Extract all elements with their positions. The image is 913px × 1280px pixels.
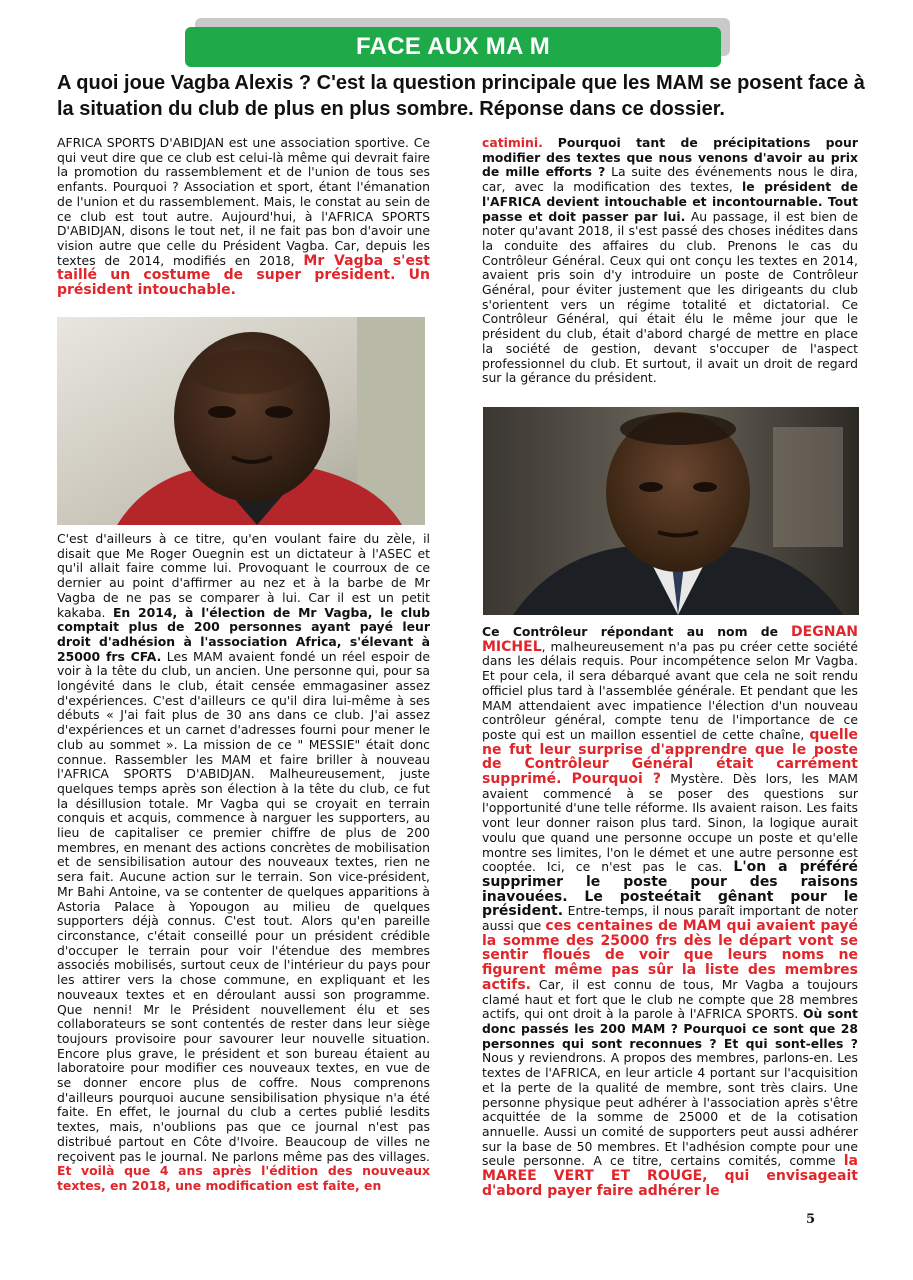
- controller-bold-e: L'on a préféré supprimer le poste pour des raisons inavouées. Le posteétait gênant pour le président.: [482, 859, 858, 920]
- right-text-c: La suite des événements nous le dira, car, avec la modification des textes,: [482, 164, 858, 195]
- right-bold-b: Pourquoi tant de précipitations pour modifier des textes que nous venons d'avoir au prix de mille efforts ?: [482, 135, 858, 180]
- members-text-j: Nous y reviendrons. A propos des membres, parlons-en. Les textes de l'AFRICA, en leur article 4 portant sur l'acquisition et la perte de la qualité de membre, sont très clairs. Une personne physique peut adhérer à l'association après s'être acquittée de la somme de 25000 et de la cotisation annuelle. Aussi un comité de supporters peut aussi adhérer sur la base de 50 membres. Et l'adhésion compte pour une seule personne. A ce titre, certains comités, comme: [482, 1050, 858, 1169]
- intro-text: AFRICA SPORTS D'ABIDJAN est une association sportive. Ce qui veut dire que ce club est celui-là même qui devrait faire la promotion du rassemblement et de l'union de tous ses enfants. Pourquoi ? Association et sport, étant l'émanation de l'union et du rassemblement. Mais, le constat au sein de ce club est tout autre. Aujourd'hui, à l'AFRICA SPORTS D'ABIDJAN, disons le tout net, il ne fait pas bon d'avoir une vision autre que celle du Président Vagba. Car, depuis les textes de 2014, modifiés en 2018,: [57, 135, 430, 268]
- intro-highlight: Mr Vagba s'est taillé un costume de super président. Un président intouchable.: [57, 252, 430, 299]
- controller-text-b: , malheureusement n'a pas pu créer cette société dans les délais requis. Pour incompétence selon Mr Vagba. Et pour cela, il sera débarqué avant que cela ne soit rendu officiel plus tard à l'assemblée générale. Et pendant que les MAM attendaient avec impatience l'élection d'un nouveau contrôleur général, compte tenu de l'importance de ce poste qui est un maillon essentiel de cette chaîne,: [482, 638, 858, 742]
- controller-highlight-c: quelle ne fut leur surprise d'apprendre que le poste de Contrôleur Général était carrément supprimé. Pourquoi ?: [482, 726, 858, 788]
- right-text-e: Au passage, il est bien de noter qu'avant 2018, il s'est passé des choses inédites dans la conduite des affaires du club. Prenons le cas du Contrôleur Général. Ceux qui ont conçu les textes en 2014, avaient pris soin d'y introduire un poste de Contrôleur Général, pour éviter justement que les dirigeants du club s'orientent vers un régime totalité et dictatorial. Ce Contrôleur Général, qui était élu le même jour que le président du club, était d'abord chargé de mettre en place la société de gestion, devant s'occuper de l'aspect professionnel du club. Et surtout, il avait un droit de regard sur la gérance du président.: [482, 208, 858, 386]
- members-text-h: Car, il est connu de tous, Mr Vagba a toujours clamé haut et fort que le club ne compte que 28 membres actifs, qui ont droit à la parole à l'AFRICA SPORTS.: [482, 976, 858, 1022]
- right-column-body: [482, 625, 858, 1198]
- right-bold-d: le président de l'AFRICA devient intouchable et incontournable. Tout passe et doit passer par lui.: [482, 179, 858, 224]
- left-column-intro: [57, 136, 430, 298]
- body-bold-b: En 2014, à l'élection de Mr Vagba, le club comptait plus de 200 personnes ayant payé leur droit d'adhésion à l'association Africa, s'élevant à 25000 frs CFA.: [57, 604, 430, 664]
- photo-degnan: [483, 407, 859, 615]
- body-text-a: C'est d'ailleurs à ce titre, qu'en voulant faire du zèle, il disait que Me Roger Ouegnin est un dictateur à l'ASEC et qu'il allait faire comme lui. Provoquant le courroux de ce dernier au point d'affirmer au nez et à la barbe de Mr Vagba de ne pas se comparer à lui. Car il est un petit kakaba.: [57, 531, 430, 620]
- photo-vagba: [57, 317, 425, 525]
- members-highlight-g: ces centaines de MAM qui avaient payé la somme des 25000 frs dès le départ vont se sentir floués de voir que leurs noms ne figurent même pas sûr la liste des membres actifs.: [482, 918, 858, 993]
- members-highlight-k: la MAREE VERT ET ROUGE, qui envisageait d'abord payer faire adhérer le: [482, 1153, 858, 1199]
- body-text-c: Les MAM avaient fondé un réel espoir de voir à la tête du club, un ancien. Une personne qui, pour sa longévité dans le club, était censée emmagasiner assez d'expériences. C'est d'ailleurs ce qu'il dira lui-même à ses débuts « J'ai fait plus de 30 ans dans ce club. J'ai assez d'expériences et un carnet d'adresses fourni pour mener le club au sommet ». La mission de ce " MESSIE" était donc connue. Rassembler les MAM et faire briller à nouveau l'AFRICA SPORTS D'ABIDJAN. Malheureusement, juste quelques temps après son élection à la tête du club, ce fut la désillusion totale. Mr Vagba qui se croyait en terrain conquis et acquis, commence à narguer les supporters, au lieu de capitaliser ce premier chiffre de plus de 200 membres, en menant des actions concrètes de mobilisation et de sensibilisation autour des nouveaux textes, rien ne sera fait. Aucune action sur le terrain. Son vice-président, Mr Bahi Antoine, va se contenter de quelques apparitions à Astoria Palace à Yopougon au milieu de quelques supporters déjà connus. C'est tout. Alors qu'en pareille circonstance, c'était conseillé pour un président crédible d'occuper le terrain pour voir l'étendue des membres associés mobilisés, surtout ceux de l'intérieur du pays pour les attirer vers la chose commune, en expliquant et les nouveaux textes et en déroulant aussi son programme. Que nenni! Mr le Président nouvellement élu et ses collaborateurs se sont contentés de rester dans leur siège toujours provisoire pour savourer leur nouvelle situation. Encore plus grave, le président et son bureau étaient au laboratoire pour modifier ces nouveaux textes, en vue de se donner encore plus de coffre. Nous comprenons d'ailleurs pourquoi aucune sensibilisation physique n'a été faite. En effet, le journal du club a certes publié lesdits textes, mais, n'oublions pas que ce journal n'est pas distribué partout en Côte d'Ivoire. Beaucoup de villes ne reçoivent pas le journal. Ne parlons même pas des villages.: [57, 648, 430, 1164]
- section-banner: FACE AUX MA M: [185, 27, 721, 67]
- controller-intro: Ce Contrôleur répondant au nom de: [482, 624, 779, 639]
- controller-name: DEGNAN MICHEL: [482, 624, 858, 655]
- right-column-intro: [482, 136, 858, 386]
- portrait-degnan-image: [483, 407, 859, 615]
- right-highlight-a: catimini.: [482, 135, 543, 150]
- controller-text-f: Entre-temps, il nous paraît important de noter aussi que: [482, 903, 858, 934]
- controller-text-d: Mystère. Dès lors, les MAM avaient commencé à se poser des questions sur l'opportunité d'une telle réforme. Ils avaient raison. Les faits vont leur donner raison plus tard. Sinon, la logique aurait voulu que quand une personne occupe un poste et qu'elle montre ses limites, l'on le démet et une autre personne est cooptée. Ici, ce n'est pas le cas.: [482, 771, 858, 875]
- portrait-vagba-image: [57, 317, 425, 525]
- body-highlight-d: Et voilà que 4 ans après l'édition des nouveaux textes, en 2018, une modification est faite, en: [57, 1163, 430, 1193]
- members-bold-i: Où sont donc passés les 200 MAM ? Pourquoi ce sont que 28 personnes qui sont reconnues ? Et qui sont-elles ?: [482, 1006, 858, 1051]
- left-column-body: [57, 532, 430, 1194]
- headline: A quoi joue Vagba Alexis ? C'est la question principale que les MAM se posent face à la situation du club de plus en plus sombre. Réponse dans ce dossier.: [57, 72, 865, 120]
- page-number: 5: [806, 1212, 816, 1227]
